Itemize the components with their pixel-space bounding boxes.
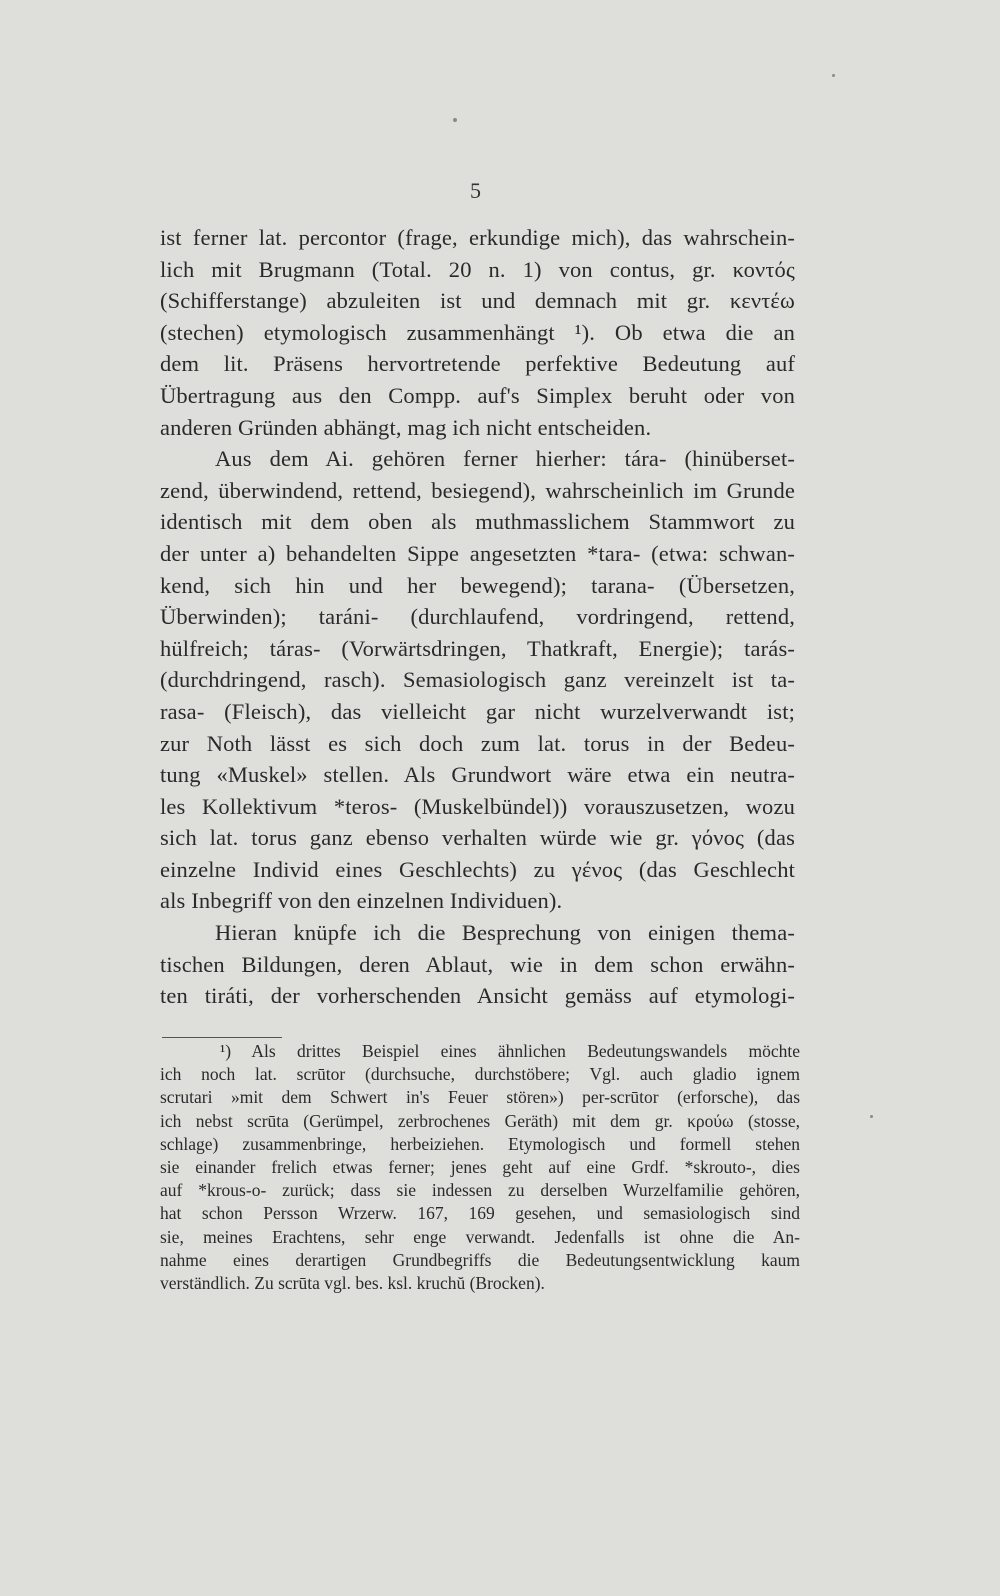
footnote-line: ¹) Als drittes Beispiel eines ähnlichen Bedeutungswandels möchte [220, 1041, 800, 1061]
text-line: rasa- (Fleisch), das vielleicht gar nicht wurzelverwandt ist; [160, 698, 795, 724]
footnote-line: nahme eines derartigen Grundbegriffs die Bedeutungsentwicklung kaum [160, 1249, 800, 1270]
text-line: (Schifferstange) abzuleiten ist und demnach mit gr. κεντέω [160, 288, 795, 314]
text-line: zur Noth lässt es sich doch zum lat. torus in der Bedeu- [160, 730, 795, 756]
footnote-line: schlage) zusammenbringe, herbeiziehen. Etymologisch und formell stehen [160, 1133, 800, 1154]
text-line: ten tiráti, der vorherschenden Ansicht gemäss auf etymologi- [160, 983, 795, 1009]
footnote [160, 1040, 800, 1295]
paper-speck [870, 1115, 873, 1118]
text-line: hülfreich; táras- (Vorwärtsdringen, Thatkraft, Energie); tarás- [160, 635, 795, 661]
footnote-line: verständlich. Zu scrūta vgl. bes. ksl. kruchŭ (Brocken). [160, 1272, 545, 1293]
text-line: zend, überwindend, rettend, besiegend), wahrscheinlich im Grunde [160, 477, 795, 503]
footnote-line: sie, meines Erachtens, sehr enge verwandt. Jedenfalls ist ohne die An- [160, 1226, 800, 1247]
main-text [160, 222, 795, 1012]
text-line: identisch mit dem oben als muthmasslichem Stammwort zu [160, 509, 795, 535]
text-line: (stechen) etymologisch zusammenhängt ¹). Ob etwa die an [160, 319, 795, 345]
text-line: ist ferner lat. percontor (frage, erkundige mich), das wahrschein- [160, 225, 795, 250]
text-line: einzelne Individ eines Geschlechts) zu γένος (das Geschlecht [160, 856, 795, 882]
footnote-line: sie einander frelich etwas ferner; jenes geht auf eine Grdf. *skrouto-, dies [160, 1156, 800, 1177]
text-line: dem lit. Präsens hervortretende perfektive Bedeutung auf [160, 351, 795, 377]
text-line: anderen Gründen abhängt, mag ich nicht entscheiden. [160, 414, 652, 440]
footnote-line: hat schon Persson Wrzerw. 167, 169 gesehen, und semasiologisch sind [160, 1203, 800, 1224]
footnote-line: auf *krous-o- zurück; dass sie indessen zu derselben Wurzelfamilie gehören, [160, 1180, 800, 1201]
text-line: Überwinden); taráni- (durchlaufend, vordringend, rettend, [160, 604, 795, 630]
page-number: 5 [470, 178, 481, 203]
text-line: (durchdringend, rasch). Semasiologisch ganz vereinzelt ist ta- [160, 667, 795, 693]
paper-speck [453, 118, 457, 122]
text-line: der unter a) behandelten Sippe angesetzten *tara- (etwa: schwan- [160, 540, 795, 566]
footnote-line: scrutari »mit dem Schwert in's Feuer stören») per-scrūtor (erforsche), das [160, 1087, 800, 1108]
text-line: Aus dem Ai. gehören ferner hierher: tára- (hinüberset- [215, 446, 795, 472]
text-line: Hieran knüpfe ich die Besprechung von einigen thema- [215, 920, 795, 946]
text-line: lich mit Brugmann (Total. 20 n. 1) von contus, gr. κοντός [160, 256, 795, 282]
text-line: tischen Bildungen, deren Ablaut, wie in dem schon erwähn- [160, 951, 795, 977]
text-line: sich lat. torus ganz ebenso verhalten würde wie gr. γόνος (das [160, 825, 795, 851]
footnote-line: ich noch lat. scrūtor (durchsuche, durchstöbere; Vgl. auch gladio ignem [160, 1064, 800, 1085]
text-line: tung «Muskel» stellen. Als Grundwort wäre etwa ein neutra- [160, 762, 795, 788]
text-line: les Kollektivum *teros- (Muskelbündel)) vorauszusetzen, wozu [160, 793, 795, 819]
text-line: kend, sich hin und her bewegend); tarana- (Übersetzen, [160, 572, 795, 598]
footnote-divider [162, 1037, 282, 1038]
footnote-line: ich nebst scrūta (Gerümpel, zerbrochenes Geräth) mit dem gr. κρούω (stosse, [160, 1110, 800, 1131]
paper-speck [832, 74, 835, 77]
text-line: als Inbegriff von den einzelnen Individuen). [160, 888, 563, 914]
text-line: Übertragung aus den Compp. auf's Simplex beruht oder von [160, 382, 795, 408]
